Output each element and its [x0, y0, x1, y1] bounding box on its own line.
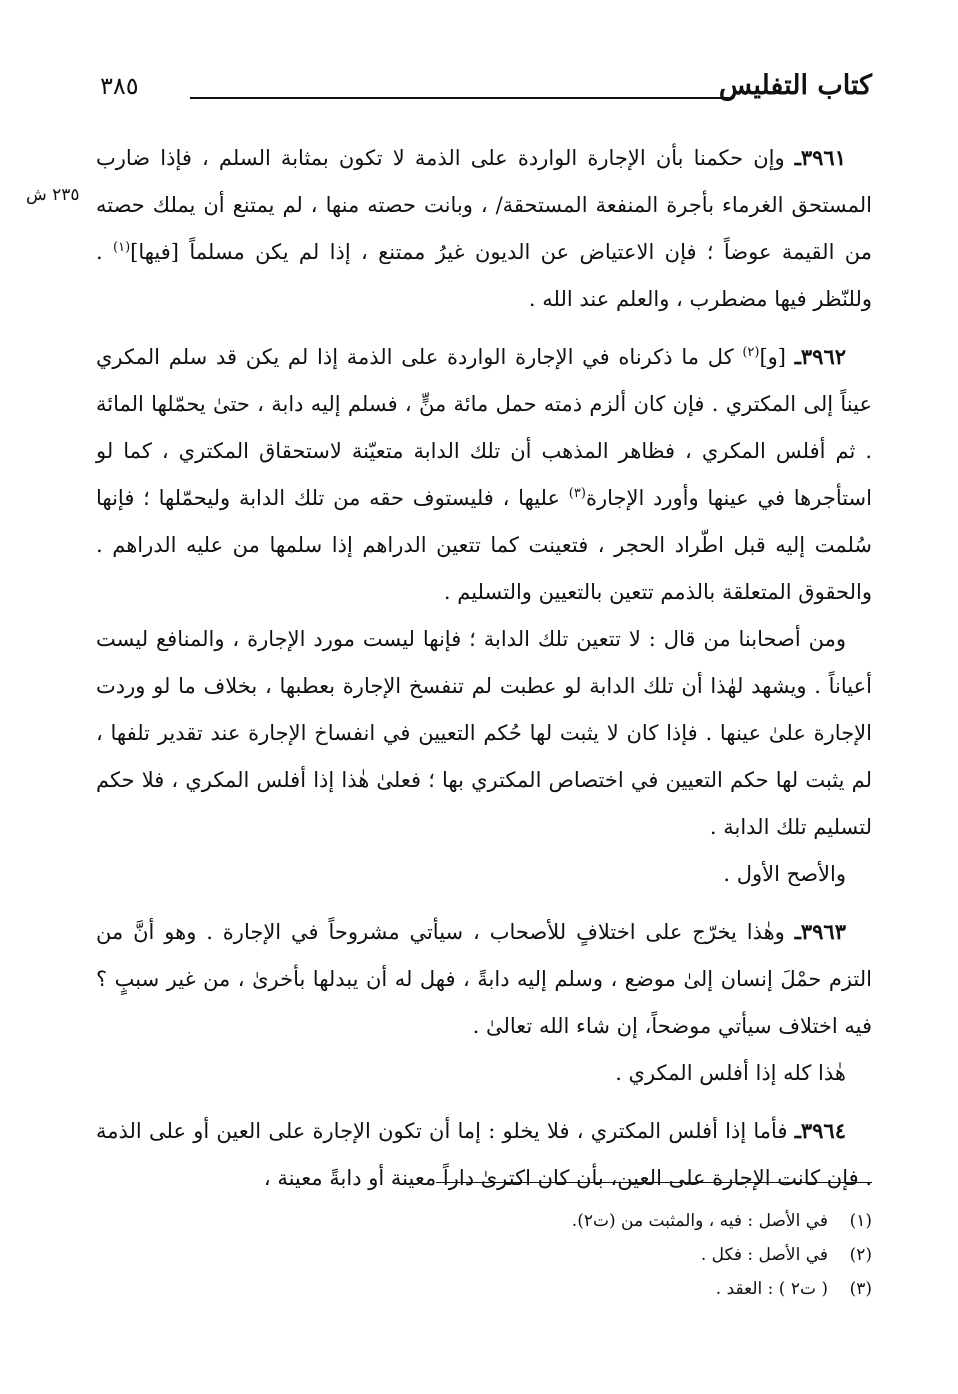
paragraph-continuation — [96, 616, 872, 851]
paragraph-3964 — [96, 1107, 872, 1202]
page-number: ٣٨٥ — [100, 72, 139, 100]
footnote-1 — [96, 1204, 872, 1238]
footnote-mark: (١) — [849, 1211, 872, 1231]
footnote-ref: (٢) — [742, 345, 760, 360]
header-rule — [190, 97, 734, 99]
paragraph-number: ٣٩٦٣ـ — [794, 919, 846, 944]
footnote-mark: (٢) — [849, 1245, 872, 1265]
paragraph-text: كل ما ذكرناه في الإجارة الواردة على الذمة إذا لم يكن قد سلم المكري عيناً إلى المكتري . فإن كان ألزم ذمته حمل مائة منٍّ ، فسلم إليه دابة ، حتىٰ يحمّلها المائة . ثم أفلس المكري ، فظاهر المذهب أن تلك الدابة متعيّنة لاستحقاق المكتري ، كما لو استأجرها في عينها وأورد الإجارة — [96, 345, 872, 510]
footnote-text: في الأصل : فكل . — [700, 1245, 828, 1265]
footnote-text: ( ت٢ ) : العقد . — [715, 1279, 828, 1299]
footnote-text: في الأصل : فيه ، والمثبت من (ت٢). — [571, 1211, 828, 1231]
paragraph-text: فأما إذا أفلس المكتري ، فلا يخلو : إما أن تكون الإجارة على العين أو على الذمة . فإن كانت الإجارة على العين، بأن كان اكترىٰ داراً معينة أو دابةً معينة ، — [96, 1119, 872, 1190]
paragraph-conclusion — [96, 851, 872, 898]
paragraph-text: هٰذا كله إذا أفلس المكري . — [615, 1061, 846, 1085]
paragraph-text: [و] — [759, 345, 795, 369]
paragraph-text: وإن حكمنا بأن الإجارة الواردة على الذمة لا تكون بمثابة السلم ، فإذا ضارب المستحق الغرماء بأجرة المنفعة المستحقة/ ، وبانت حصته منها ، لم يمتنع أن يملك حصته من القيمة عوضاً ؛ فإن الاعتياض عن الديون غيرُ ممتنع ، إذا لم يكن مسلماً [فيها] — [96, 146, 872, 264]
paragraph-number: ٣٩٦٢ـ — [794, 344, 847, 369]
paragraph-text: وهٰذا يخرّج على اختلافٍ للأصحاب ، سيأتي مشروحاً في الإجارة . وهو أنَّ من التزم حمْلَ إنسان إلىٰ موضع ، وسلم إليه دابةً ، فهل له أن يبدلها بأخرىٰ ، من غير سببٍ ؟ فيه اختلاف سيأتي موضحاً، إن شاء الله تعالىٰ . — [96, 920, 872, 1038]
paragraph-3963 — [96, 908, 872, 1050]
paragraph-text: عليها ، فليستوف حقه من تلك الدابة وليحمّلها ؛ فإنها سُلمت إليه قبل اطّراد الحجر ، فتعينت كما تتعين الدراهم إذا سلمها من عليه الدراهم . والحقوق المتعلقة بالذمم تتعين بالتعيين والتسليم . — [96, 486, 872, 604]
footnote-3 — [96, 1272, 872, 1306]
paragraph-number: ٣٩٦١ـ — [794, 145, 846, 170]
footnote-2 — [96, 1238, 872, 1272]
footnote-mark: (٣) — [849, 1279, 872, 1299]
running-header — [100, 70, 872, 114]
margin-folio-note: ٢٣٥ ش — [26, 185, 80, 205]
paragraph-number: ٣٩٦٤ـ — [794, 1118, 846, 1143]
paragraph-text: والأصح الأول . — [723, 862, 846, 886]
footnote-ref: (٣) — [568, 486, 586, 501]
footnote-ref: (١) — [113, 240, 131, 255]
footnote-separator — [436, 1182, 872, 1183]
paragraph-text: ومن أصحابنا من قال : لا تتعين تلك الدابة ؛ فإنها ليست مورد الإجارة ، والمنافع ليست أعياناً . ويشهد لهٰذا أن تلك الدابة لو عطبت لم تنفسخ الإجارة بعطبها ، بخلاف ما لو وردت الإجارة علىٰ عينها . فإذا كان لا يثبت لها حُكم التعيين في انفساخ الإجارة عند تقدير تلفها ، لم يثبت لها حكم التعيين في اختصاص المكتري بها ؛ فعلىٰ هٰذا إذا أفلس المكري ، فلا حكم لتسليم تلك الدابة . — [96, 627, 872, 839]
paragraph-text: . وللنّظر فيها مضطرب ، والعلم عند الله . — [96, 240, 872, 311]
paragraph-3962 — [96, 333, 872, 616]
paragraph-3961 — [96, 134, 872, 323]
main-text — [96, 134, 872, 1202]
paragraph-summary — [96, 1050, 872, 1097]
footnotes — [96, 1204, 872, 1306]
book-title: كتاب التفليس — [718, 70, 872, 101]
